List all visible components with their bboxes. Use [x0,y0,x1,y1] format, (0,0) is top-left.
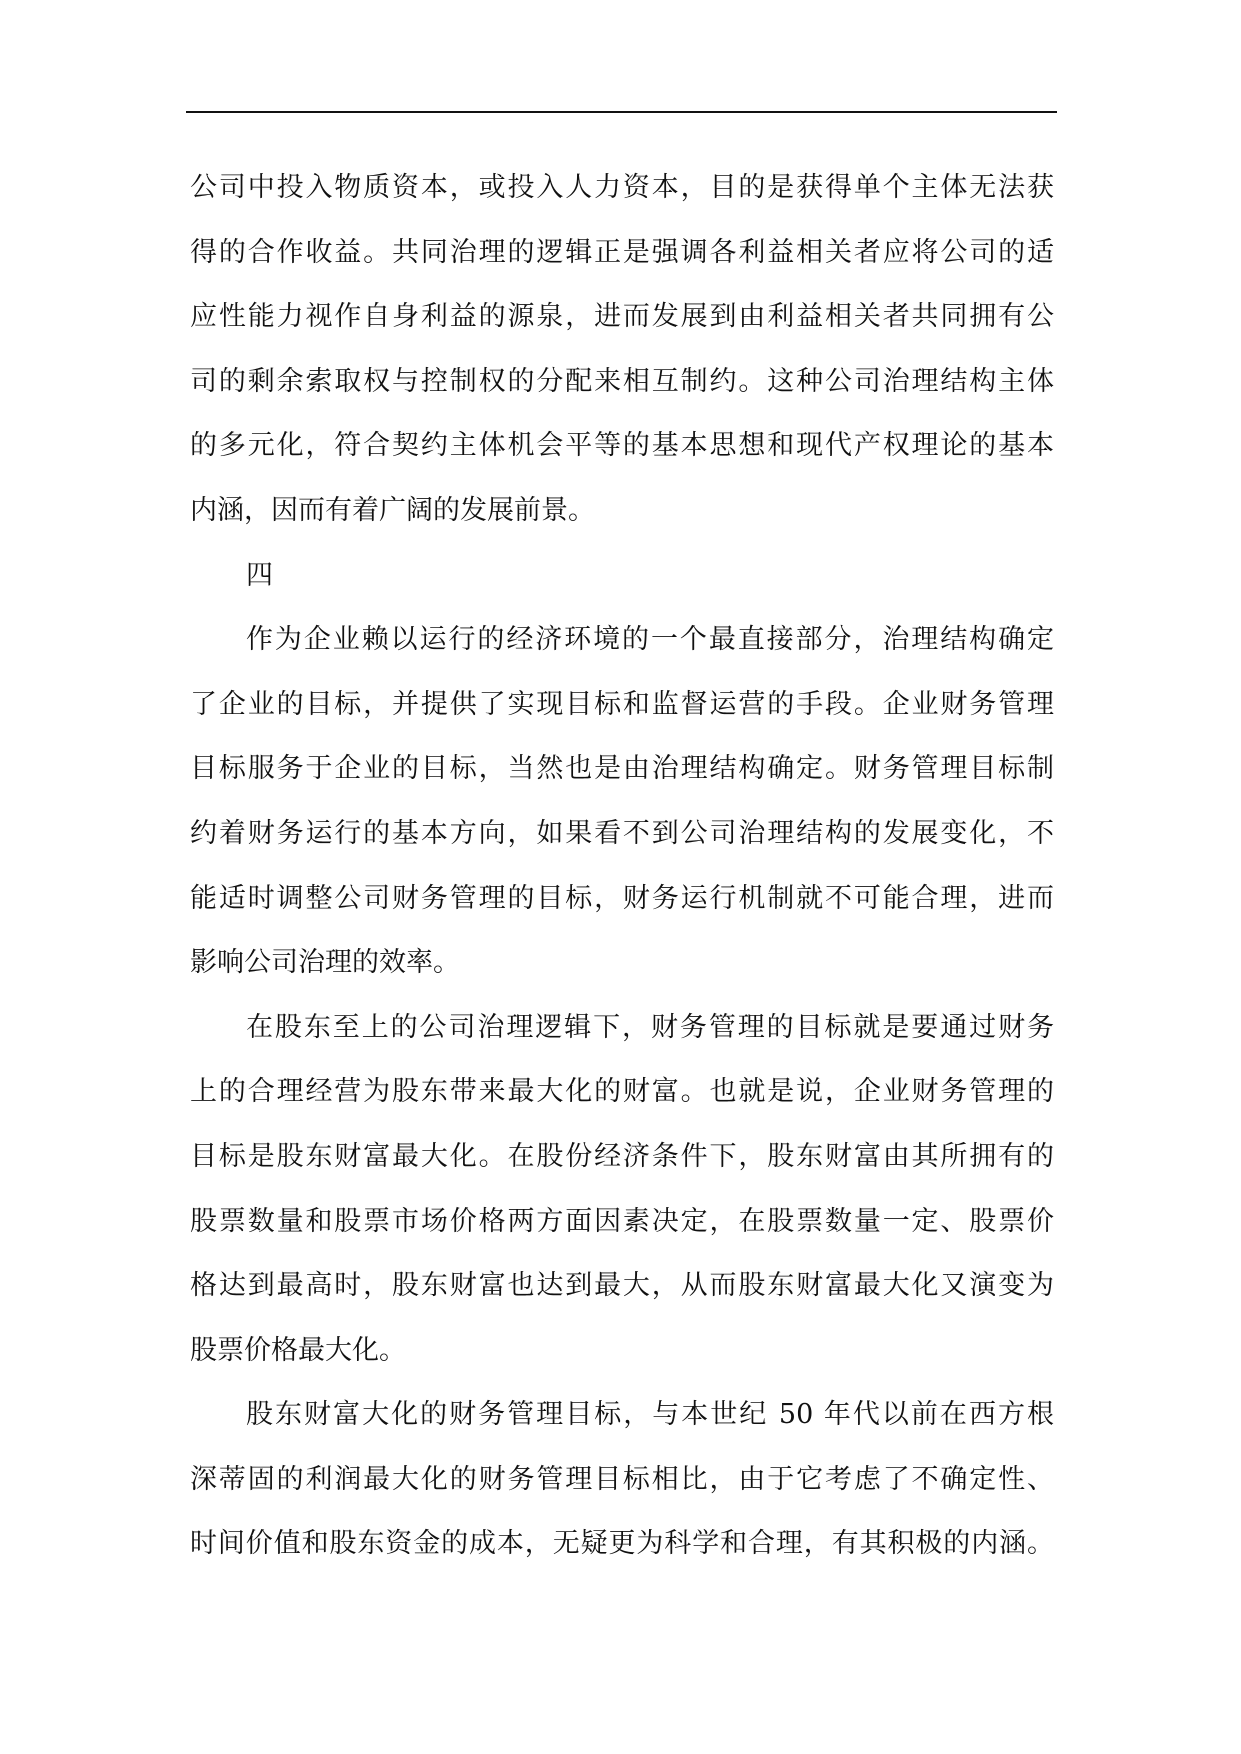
paragraph [190,1383,1054,1577]
paragraph [190,608,1054,996]
paragraph [190,996,1054,1384]
text-line: 了企业的目标，并提供了实现目标和监督运营的手段。企业财务管理 [190,688,1054,720]
text-line: 上的合理经营为股东带来最大化的财富。也就是说，企业财务管理的 [190,1076,1054,1108]
text-line: 公司中投入物质资本，或投入人力资本，目的是获得单个主体无法获 [190,172,1054,203]
text-line: 能适时调整公司财务管理的目标，财务运行机制就不可能合理，进而 [190,882,1054,914]
text-line: 目标服务于企业的目标，当然也是由治理结构确定。财务管理目标制 [190,753,1054,785]
text-line: 股东财富大化的财务管理目标，与本世纪 50 年代以前在西方根 [246,1399,1054,1431]
text-line: 时间价值和股东资金的成本，无疑更为科学和合理，有其积极的内涵。 [190,1528,1054,1560]
section-number: 四 [246,559,273,591]
text-line: 约着财务运行的基本方向，如果看不到公司治理结构的发展变化，不 [190,817,1054,849]
text-line: 司的剩余索取权与控制权的分配来相互制约。这种公司治理结构主体 [190,365,1054,397]
text-line: 内涵，因而有着广阔的发展前景。 [190,494,595,526]
text-line: 影响公司治理的效率。 [190,947,460,979]
text-line: 在股东至上的公司治理逻辑下，财务管理的目标就是要通过财务 [246,1011,1054,1043]
section-heading [190,544,1054,609]
text-line: 得的合作收益。共同治理的逻辑正是强调各利益相关者应将公司的适 [190,236,1054,268]
text-line: 应性能力视作自身利益的源泉，进而发展到由利益相关者共同拥有公 [190,301,1054,333]
body-text [190,156,1054,1577]
text-line: 作为企业赖以运行的经济环境的一个最直接部分，治理结构确定 [246,624,1054,656]
text-line: 股票数量和股票市场价格两方面因素决定，在股票数量一定、股票价 [190,1205,1054,1237]
text-line: 的多元化，符合契约主体机会平等的基本思想和现代产权理论的基本 [190,430,1054,462]
text-line: 股票价格最大化。 [190,1334,406,1366]
text-line: 深蒂固的利润最大化的财务管理目标相比，由于它考虑了不确定性、 [190,1463,1054,1495]
header-rule [186,111,1057,113]
text-line: 目标是股东财富最大化。在股份经济条件下，股东财富由其所拥有的 [190,1140,1054,1172]
paragraph [190,156,1054,544]
text-line: 格达到最高时，股东财富也达到最大，从而股东财富最大化又演变为 [190,1270,1054,1302]
